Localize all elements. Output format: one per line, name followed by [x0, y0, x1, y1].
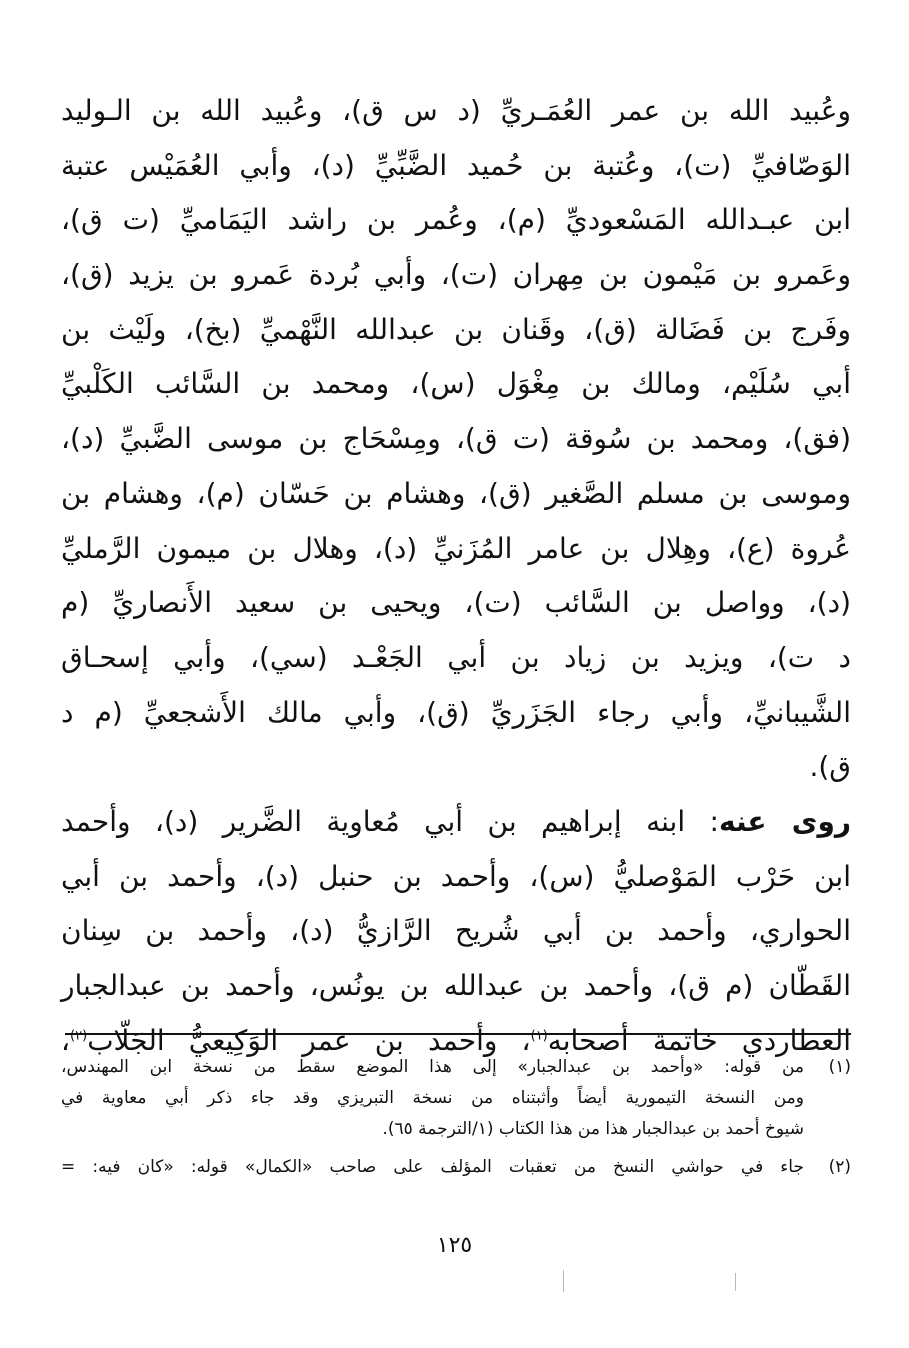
footnote-divider	[65, 1033, 851, 1035]
footnote-ref-1[interactable]: (١)	[530, 1028, 548, 1044]
text-line: الحواري، وأحمد بن أبي شُريح الرَّازيُّ (د)، وأحمد بن سِنان	[61, 914, 851, 948]
text-line: عُروة (ع)، وهِلال بن عامر المُزَنيِّ (د)، وهلال بن ميمون الرَّمليِّ	[61, 531, 851, 565]
text-line: وعَمرو بن مَيْمون بن مِهران (ت)، وأبي بُردة عَمرو بن يزيد (ق)،	[61, 258, 851, 292]
text-line: ق).	[809, 750, 851, 784]
text-line: ابن عبـدالله المَسْعوديِّ (م)، وعُمر بن راشد اليَمَاميِّ (ت ق)،	[61, 203, 851, 237]
text-line: أبي سُلَيْم، ومالك بن مِغْوَل (س)، ومحمد بن السَّائب الكَلْبيِّ	[61, 367, 851, 401]
footnote-text: شيوخ أحمد بن عبدالجبار هذا من هذا الكتاب (١/الترجمة ٦٥).	[382, 1119, 804, 1139]
text-line: الشَّيبانيِّ، وأبي رجاء الجَزَريِّ (ق)، وأبي مالك الأَشجعيِّ (م د	[61, 695, 851, 729]
footnote-text: ومن النسخة التيمورية أيضاً وأثبتناه من نسخة التبريزي وقد جاء ذكر أبي معاوية في	[61, 1088, 804, 1108]
text-span: ،	[61, 1023, 71, 1057]
scan-artifact	[735, 1273, 736, 1291]
text-span: العطاردي خاتمة أصحابه	[547, 1023, 852, 1057]
text-line: الوَصّافيِّ (ت)، وعُتبة بن حُميد الضَّبِّيِّ (د)، وأبي العُمَيْس عتبة	[61, 148, 851, 182]
text-span: : ابنه إبراهيم بن أبي مُعاوية الضَّرير (د)، وأحمد	[61, 804, 719, 838]
text-line: ابن حَرْب المَوْصليُّ (س)، وأحمد بن حنبل (د)، وأحمد بن أبي	[61, 859, 851, 893]
footnotes	[61, 1052, 851, 1183]
page-number: ١٢٥	[436, 1233, 473, 1258]
footnote-1-number: (١)	[828, 1057, 851, 1077]
narrators-paragraph-first-line	[61, 795, 851, 850]
main-text	[61, 84, 851, 1068]
footnote-2-line	[61, 1152, 851, 1183]
text-line: القَطّان (م ق)، وأحمد بن عبدالله بن يونُس، وأحمد بن عبدالجبار	[61, 969, 851, 1002]
footnote-text: من قوله: «وأحمد بن عبدالجبار» إلى هذا الموضع سقط من نسخة ابن المهندس،	[61, 1057, 804, 1077]
scan-artifact	[563, 1270, 564, 1292]
text-line: وعُبيد الله بن عمر العُمَـريِّ (د س ق)، وعُبيد الله بن الـوليد	[61, 94, 851, 127]
text-line: (فق)، ومحمد بن سُوقة (ت ق)، ومِسْحَاج بن موسى الضَّبيِّ (د)،	[61, 422, 851, 456]
footnote-ref-2[interactable]: (٢)	[70, 1028, 88, 1044]
footnote-text: جاء في حواشي النسخ من تعقبات المؤلف على صاحب «الكمال» قوله: «كان فيه: =	[61, 1157, 804, 1177]
text-line: وفَرج بن فَضَالة (ق)، وقَنان بن عبدالله النَّهْميِّ (بخ)، ولَيْث بن	[61, 312, 851, 346]
footnote-1-line	[61, 1052, 851, 1083]
text-line: د ت)، ويزيد بن زياد بن أبي الجَعْـد (سي)، وأبي إسحـاق	[61, 640, 851, 674]
narrators-heading: روى عنه	[719, 804, 851, 838]
text-span: ، وأحمد بن عمر الوَكِيعيُّ الجَلّاب	[87, 1023, 531, 1057]
footnote-2-number: (٢)	[828, 1157, 851, 1177]
text-line: (د)، وواصل بن السَّائب (ت)، ويحيى بن سعيد الأَنصاريِّ (م	[61, 586, 851, 620]
text-line: وموسى بن مسلم الصَّغير (ق)، وهشام بن حَسّان (م)، وهشام بن	[61, 476, 851, 510]
